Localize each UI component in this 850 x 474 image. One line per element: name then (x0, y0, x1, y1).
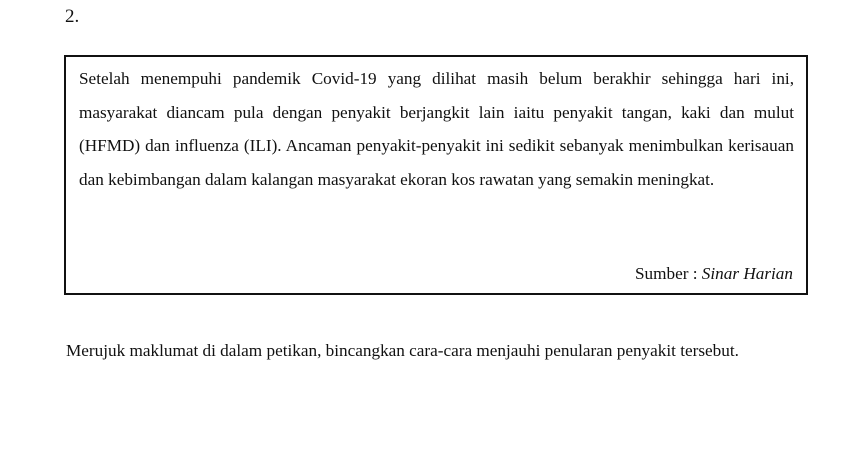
extract-box (64, 55, 808, 295)
source-prefix: Sumber : (634, 264, 702, 283)
source-name: Sinar Harian (701, 264, 793, 283)
question-prompt: Merujuk maklumat di dalam petikan, bincangkan cara-cara menjauhi penularan penyakit tersebut. (66, 341, 739, 360)
extract-text: Setelah menempuhi pandemik Covid-19 yang dilihat masih belum berakhir sehingga hari ini, masyarakat diancam pula dengan penyakit berjangkit lain iaitu penyakit tangan, kaki dan mulut (HFMD) dan influenza (ILI). Ancaman penyakit-penyakit ini sedikit sebanyak menimbulkan kerisauan dan kebimbangan dalam kalangan masyarakat ekoran kos rawatan yang semakin meningkat. (79, 69, 794, 189)
question-number: 2. (65, 6, 80, 27)
extract-source (635, 263, 793, 285)
